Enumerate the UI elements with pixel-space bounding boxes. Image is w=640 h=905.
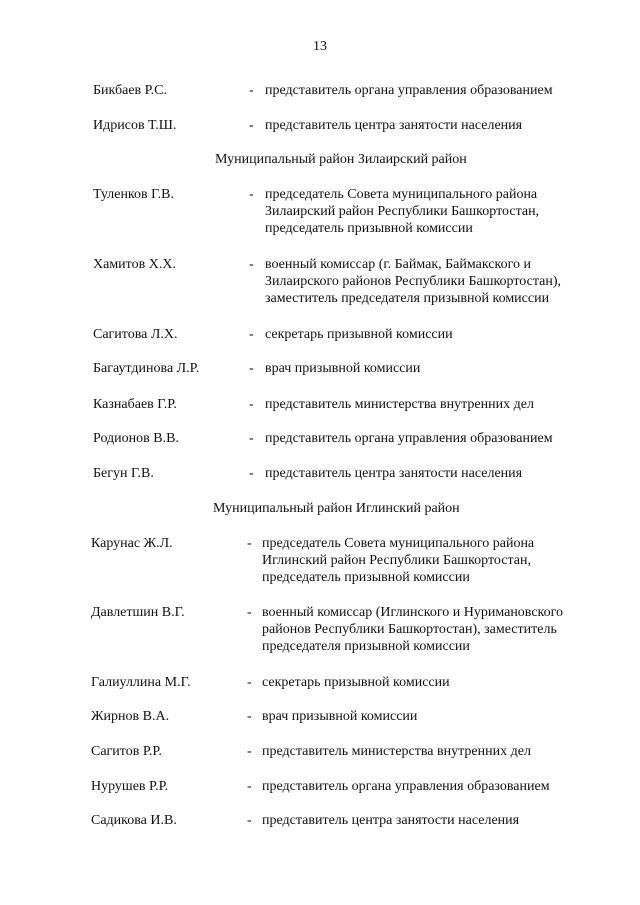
dash-separator: -: [249, 466, 254, 481]
dash-separator: -: [249, 257, 254, 272]
member-name: Казнабаев Г.Р.: [93, 397, 177, 412]
member-role: представитель министерства внутренних дел: [265, 397, 534, 412]
section-heading-iglino: Муниципальный район Иглинский район: [213, 501, 460, 516]
member-name: Садикова И.В.: [91, 813, 177, 828]
member-name: Идрисов Т.Ш.: [93, 118, 177, 133]
member-role: военный комиссар (г. Баймак, Баймакского и Зилаирского районов Республики Башкортостан), заместитель председателя призывной комиссии: [265, 257, 562, 306]
member-name: Давлетшин В.Г.: [91, 605, 185, 620]
dash-separator: -: [249, 327, 254, 342]
member-name: Бикбаев Р.С.: [93, 83, 168, 98]
member-name: Бегун Г.В.: [93, 466, 154, 481]
section-heading-zilair: Муниципальный район Зилаирский район: [215, 152, 467, 167]
dash-separator: -: [249, 187, 254, 202]
member-role: представитель органа управления образованием: [265, 83, 553, 98]
dash-separator: -: [249, 397, 254, 412]
member-name: Нурушев Р.Р.: [91, 779, 169, 794]
member-role: представитель центра занятости населения: [265, 466, 523, 481]
dash-separator: -: [249, 431, 254, 446]
page-number: 13: [313, 39, 327, 54]
dash-separator: -: [247, 813, 252, 828]
member-name: Сагитова Л.Х.: [93, 327, 178, 342]
member-name: Галиуллина М.Г.: [91, 675, 191, 690]
dash-separator: -: [249, 118, 254, 133]
member-role: представитель министерства внутренних дел: [262, 744, 531, 759]
member-role: председатель Совета муниципального района Зилаирский район Республики Башкортостан, председатель призывной комиссии: [265, 187, 540, 236]
member-role: секретарь призывной комиссии: [265, 327, 453, 342]
dash-separator: -: [247, 709, 252, 724]
member-name: Хамитов Х.Х.: [93, 257, 176, 272]
dash-separator: -: [247, 675, 252, 690]
member-name: Карунас Ж.Л.: [91, 536, 173, 551]
dash-separator: -: [247, 605, 252, 620]
dash-separator: -: [247, 744, 252, 759]
dash-separator: -: [249, 83, 254, 98]
member-role: представитель центра занятости населения: [262, 813, 520, 828]
dash-separator: -: [247, 536, 252, 551]
member-name: Сагитов Р.Р.: [91, 744, 162, 759]
dash-separator: -: [249, 361, 254, 376]
member-role: военный комиссар (Иглинского и Нуримановского районов Республики Башкортостан), заместитель председателя призывной комиссии: [262, 605, 564, 654]
member-role: представитель органа управления образованием: [262, 779, 550, 794]
member-role: врач призывной комиссии: [262, 709, 418, 724]
member-name: Багаутдинова Л.Р.: [93, 361, 200, 376]
member-role: представитель органа управления образованием: [265, 431, 553, 446]
member-role: секретарь призывной комиссии: [262, 675, 450, 690]
member-role: председатель Совета муниципального района Иглинский район Республики Башкортостан, председатель призывной комиссии: [262, 536, 535, 585]
member-role: представитель центра занятости населения: [265, 118, 523, 133]
member-name: Жирнов В.А.: [91, 709, 170, 724]
member-name: Туленков Г.В.: [93, 187, 174, 202]
member-name: Родионов В.В.: [93, 431, 179, 446]
member-role: врач призывной комиссии: [265, 361, 421, 376]
dash-separator: -: [247, 779, 252, 794]
